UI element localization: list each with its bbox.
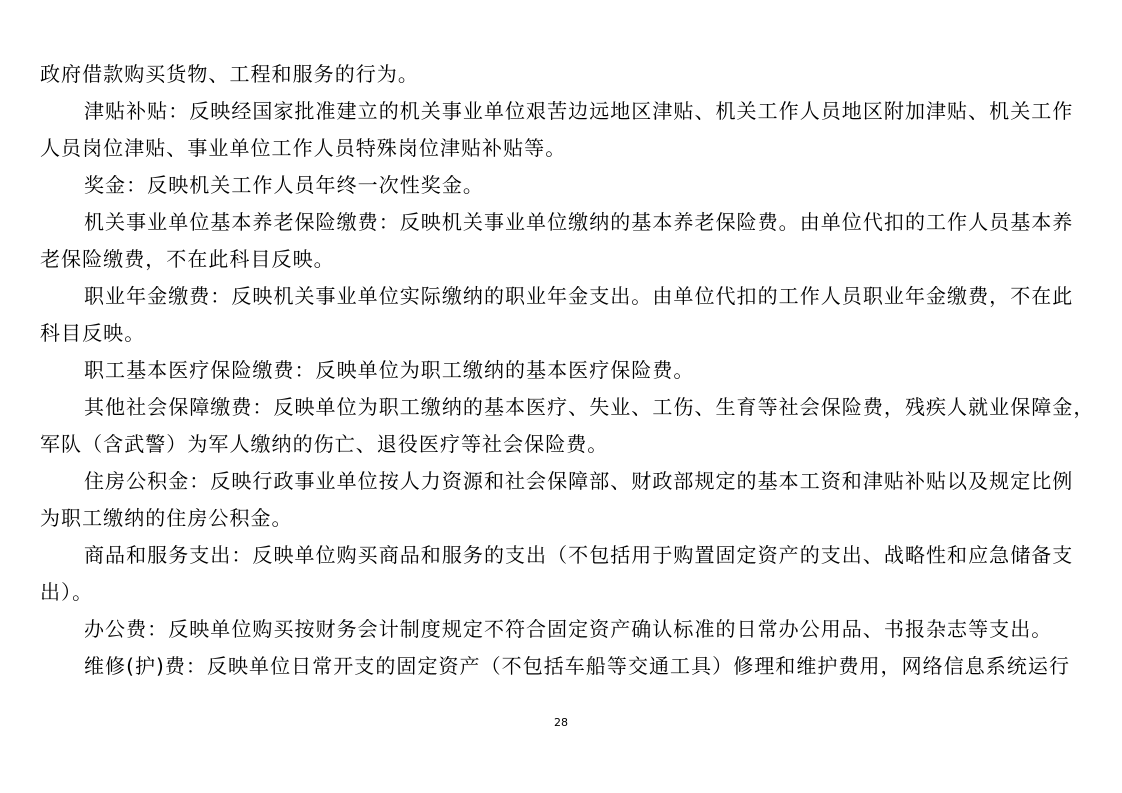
paragraph-allowance-subsidy-line-1: 津贴补贴：反映经国家批准建立的机关事业单位艰苦边远地区津贴、机关工作人员地区附加津贴、机关工作 [84, 99, 1074, 123]
paragraph-occupational-annuity-line-2: 科目反映。 [40, 321, 146, 345]
document-body [40, 56, 1095, 685]
paragraph-office-expenses: 办公费：反映单位购买按财务会计制度规定不符合固定资产确认标准的日常办公用品、书报杂志等支出。 [84, 617, 1053, 641]
text-line-continuation: 政府借款购买货物、工程和服务的行为。 [40, 62, 419, 86]
paragraph-pension-insurance-line-1: 机关事业单位基本养老保险缴费：反映机关事业单位缴纳的基本养老保险费。由单位代扣的工作人员基本养 [84, 210, 1074, 234]
paragraph-medical-insurance: 职工基本医疗保险缴费：反映单位为职工缴纳的基本医疗保险费。 [84, 358, 695, 382]
paragraph-pension-insurance-line-2: 老保险缴费，不在此科目反映。 [40, 247, 335, 271]
paragraph-maintenance-fee: 维修(护)费：反映单位日常开支的固定资产（不包括车船等交通工具）修理和维护费用，网络信息系统运行 [84, 654, 1071, 678]
paragraph-other-social-security-line-2: 军队（含武警）为军人缴纳的伤亡、退役医疗等社会保险费。 [40, 432, 609, 456]
paragraph-housing-fund-line-2: 为职工缴纳的住房公积金。 [40, 506, 293, 530]
page-number: 28 [554, 716, 568, 729]
paragraph-bonus: 奖金：反映机关工作人员年终一次性奖金。 [84, 173, 484, 197]
paragraph-allowance-subsidy-line-2: 人员岗位津贴、事业单位工作人员特殊岗位津贴补贴等。 [40, 136, 567, 160]
paragraph-occupational-annuity-line-1: 职业年金缴费：反映机关事业单位实际缴纳的职业年金支出。由单位代扣的工作人员职业年金缴费，不在此 [84, 284, 1074, 308]
paragraph-other-social-security-line-1: 其他社会保障缴费：反映单位为职工缴纳的基本医疗、失业、工伤、生育等社会保险费，残疾人就业保障金， [84, 395, 1095, 419]
paragraph-goods-services-line-2: 出）。 [40, 580, 94, 604]
paragraph-goods-services-line-1: 商品和服务支出：反映单位购买商品和服务的支出（不包括用于购置固定资产的支出、战略性和应急储备支 [84, 543, 1074, 567]
paragraph-housing-fund-line-1: 住房公积金：反映行政事业单位按人力资源和社会保障部、财政部规定的基本工资和津贴补贴以及规定比例 [84, 469, 1074, 493]
